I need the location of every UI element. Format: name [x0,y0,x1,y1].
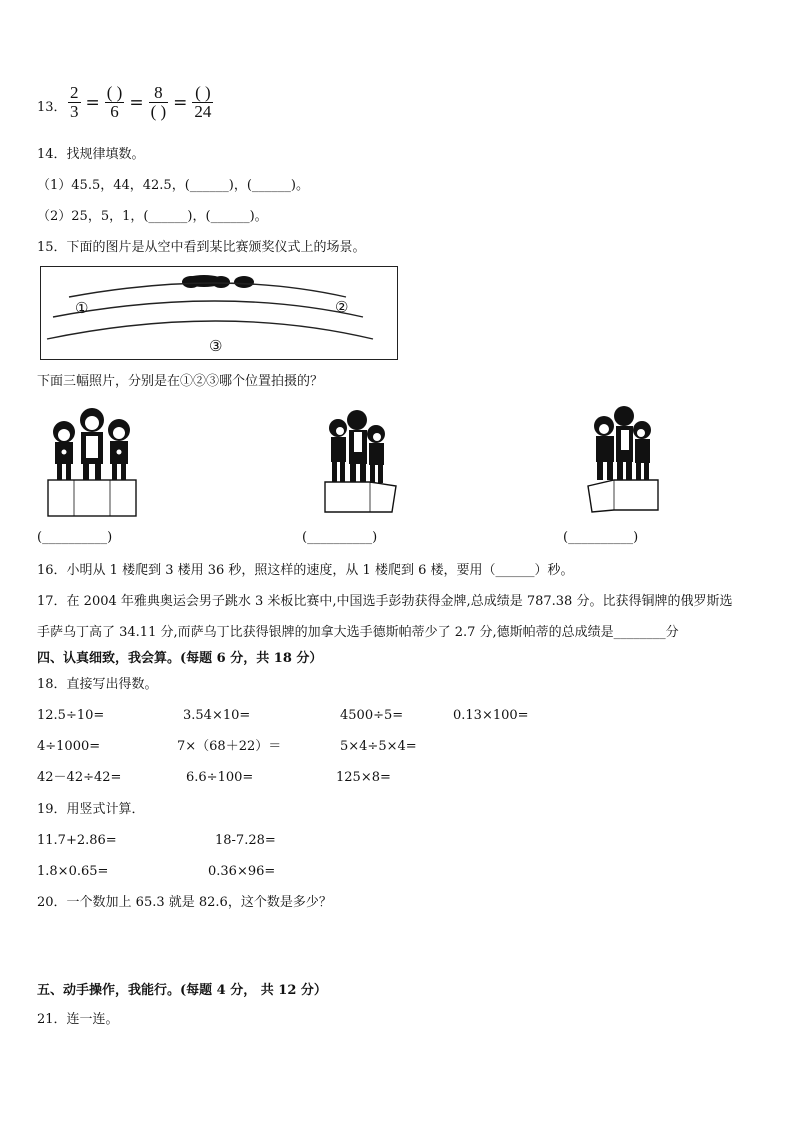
q19-item: 11.7+2.86= [37,833,117,848]
q18-item: 5×4÷5×4= [340,739,417,754]
q18-item: 125×8= [336,770,391,785]
q18-item: 42－42÷42= [37,770,122,785]
q18-title: 18．直接写出得数。 [37,677,158,692]
q16-text: 16．小明从 1 楼爬到 3 楼用 36 秒，照这样的速度，从 1 楼爬到 6 楼，要用（______）秒。 [37,563,574,578]
q15-question: 下面三幅照片，分别是在①②③哪个位置拍摄的？ [37,374,324,389]
q17-line2: 手萨乌丁高了 34.11 分,而萨乌丁比获得银牌的加拿大选手德斯帕蒂少了 2.7 分,德斯帕蒂的总成绩是________分 [37,625,679,640]
position-1-label: ① [75,299,89,317]
q13-number: 13． [37,100,67,115]
photo-2-podium [320,404,402,516]
q19-title: 19．用竖式计算． [37,802,145,817]
q15-title: 15．下面的图片是从空中看到某比赛颁奖仪式上的场景。 [37,240,366,255]
position-3-label: ③ [209,337,223,355]
q20-text: 20．一个数加上 65.3 就是 82.6，这个数是多少？ [37,895,332,910]
position-2-label: ② [335,298,349,316]
q14-line2: （2）25，5，1，(______)，(______)。 [37,209,268,224]
photo-1-podium [40,402,142,518]
fraction: $\frac{( )}{6}$ [106,83,123,121]
q13-fraction-chain: $\frac{2}{3}$ = $\frac{( )}{6}$ = $\frac{8}{( )}$ = $\frac{( )}{24}$ [70,83,212,121]
photo-1-answer-blank[interactable]: (__________) [37,530,113,545]
q21-text: 21．连一连。 [37,1012,119,1027]
q14-title: 14．找规律填数。 [37,147,145,162]
q17-line1: 17．在 2004 年雅典奥运会男子跳水 3 米板比赛中,中国选手彭勃获得金牌,总成绩是 787.38 分。比获得铜牌的俄罗斯选 [37,594,733,609]
q19-item: 0.36×96= [208,864,276,879]
q18-item: 4500÷5= [340,708,404,723]
photo-3-answer-blank[interactable]: (__________) [563,530,639,545]
fraction: $\frac{8}{( )}$ [150,83,167,121]
fraction: $\frac{2}{3}$ [70,83,79,121]
q18-item: 6.6÷100= [186,770,254,785]
q18-item: 0.13×100= [453,708,529,723]
ceremony-aerial-figure [40,266,398,360]
photo-2-answer-blank[interactable]: (__________) [302,530,378,545]
photo-3-podium [582,404,664,516]
section-5-heading: 五、动手操作，我能行。(每题 4 分， 共 12 分） [37,983,327,998]
q18-item: 3.54×10= [183,708,251,723]
q14-line1: （1）45.5，44，42.5，(______)，(______)。 [37,178,309,193]
q18-item: 12.5÷10= [37,708,105,723]
section-4-heading: 四、认真细致，我会算。(每题 6 分，共 18 分） [37,651,323,666]
q19-item: 1.8×0.65= [37,864,109,879]
q18-item: 4÷1000= [37,739,101,754]
fraction: $\frac{( )}{24}$ [194,83,212,121]
q19-item: 18-7.28= [215,833,276,848]
q18-item: 7×（68＋22）＝ [177,739,282,754]
